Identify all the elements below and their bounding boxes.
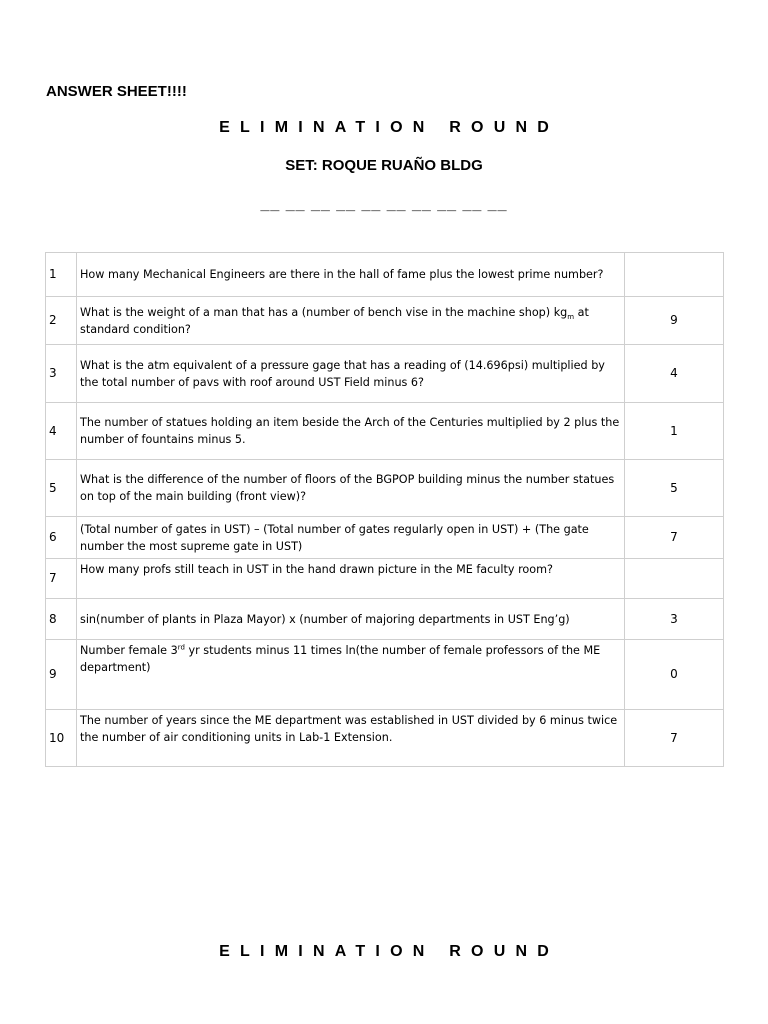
table-row [46, 460, 724, 517]
answer-cell: 3 [625, 599, 724, 640]
question-number: 7 [46, 559, 77, 599]
question-text [77, 599, 625, 640]
question-text-part: What is the difference of the number of floors of the BGPOP building minus the number statues on top of the main building (front view)? [80, 473, 615, 503]
table-row [46, 297, 724, 345]
page-title: ELIMINATION ROUND [219, 119, 560, 136]
question-text [77, 297, 625, 345]
question-number: 10 [46, 710, 77, 767]
answer-cell: 1 [625, 403, 724, 460]
question-text-part: at standard condition? [80, 305, 589, 336]
question-text [77, 517, 625, 559]
table-row [46, 559, 724, 599]
table-row [46, 640, 724, 710]
answer-cell: 7 [625, 517, 724, 559]
answer-table [45, 252, 724, 767]
question-text-part: of pavs with roof around UST Field minus 6? [174, 375, 424, 389]
set-label: SET: ROQUE RUAÑO BLDG [285, 157, 483, 174]
question-number: 4 [46, 403, 77, 460]
footer-title: ELIMINATION ROUND [219, 943, 560, 960]
answer-cell: 5 [625, 460, 724, 517]
question-text-part: How many Mechanical Engineers are there in the hall of fame plus the lowest prime number? [80, 268, 604, 281]
question-text-part: (Total number of gates in UST) – (Total number of gates regularly open in UST) + (The gate number the most supreme gate in UST) [80, 522, 589, 553]
table-row [46, 253, 724, 297]
answer-blanks: __ __ __ __ __ __ __ __ __ __ [260, 196, 508, 213]
table-row [46, 345, 724, 403]
question-number: 5 [46, 460, 77, 517]
question-number: 3 [46, 345, 77, 403]
answer-sheet-heading: ANSWER SHEET!!!! [46, 83, 187, 100]
question-text [77, 345, 625, 403]
question-text-part: yr students minus 11 times ln(the number of female professors of the ME department) [80, 644, 601, 674]
answer-cell: 0 [625, 640, 724, 710]
question-text [77, 460, 625, 517]
answer-cell [625, 253, 724, 297]
question-text-part: Number female 3 [80, 644, 178, 657]
subscript: m [567, 312, 575, 321]
question-text-part: How many profs still teach in UST in the hand drawn picture in the ME faculty room? [80, 563, 553, 576]
answer-cell: 7 [625, 710, 724, 767]
question-number: 2 [46, 297, 77, 345]
question-number: 9 [46, 640, 77, 710]
question-text [77, 559, 625, 599]
table-row [46, 599, 724, 640]
question-number: 8 [46, 599, 77, 640]
answer-cell [625, 559, 724, 599]
question-text-part: sin(number of plants in Plaza Mayor) x (number of majoring departments in UST Eng’g) [80, 612, 570, 626]
question-text [77, 253, 625, 297]
answer-cell: 4 [625, 345, 724, 403]
question-text [77, 710, 625, 767]
superscript: rd [177, 643, 185, 652]
question-text-part: What is the weight of a man that has a (number of bench vise in the machine shop) kg [80, 305, 568, 319]
question-number: 1 [46, 253, 77, 297]
question-text-part: What is the atm equivalent of a pressure gage that has a reading of (14.696psi) multiplied by the total number [80, 358, 605, 389]
table-row [46, 517, 724, 559]
table-row [46, 710, 724, 767]
question-text-part: The number of years since the ME department was established in UST divided by 6 minus twice the number of air conditioning units in Lab-1 Extension. [80, 714, 618, 744]
answer-cell: 9 [625, 297, 724, 345]
question-text [77, 403, 625, 460]
table-row [46, 403, 724, 460]
question-text-part: The number of statues holding an item beside the Arch of the Centuries multiplied by 2 plus the number of fountains minus 5. [80, 416, 620, 446]
question-text [77, 640, 625, 710]
question-number: 6 [46, 517, 77, 559]
